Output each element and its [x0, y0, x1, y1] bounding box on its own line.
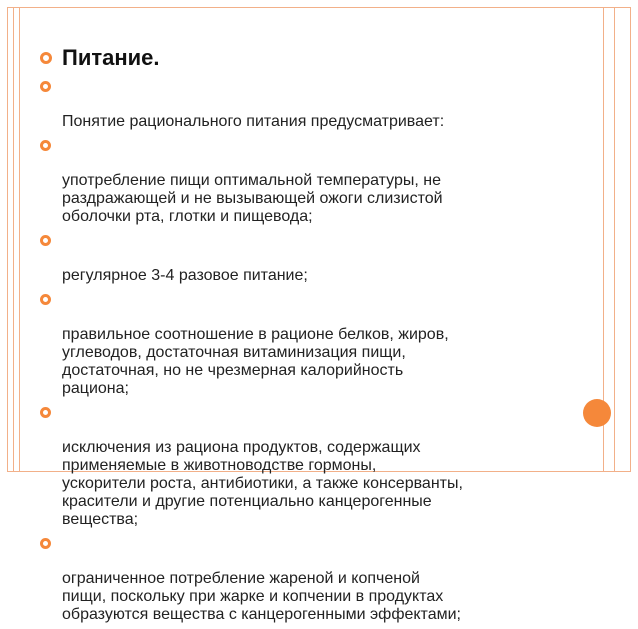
decorative-line-right-2 [614, 8, 615, 471]
bullet-text: исключения из рациона продуктов, содержащих применяемые в животноводстве гормоны, ускорители роста, антибиотики, а также консерванты, красители и другие потенциально канцерогенные вещества; [62, 439, 463, 528]
bullet-list [40, 77, 580, 624]
hollow-circle-bullet-icon [40, 52, 52, 64]
hollow-circle-bullet-icon [40, 538, 51, 549]
slide-title: Питание. [62, 45, 160, 70]
orange-dot-icon [583, 399, 611, 427]
bullet-item [40, 290, 580, 398]
hollow-circle-bullet-icon [40, 81, 51, 92]
bullet-item [40, 136, 580, 226]
bullet-item [40, 403, 580, 529]
decorative-line-left-1 [13, 8, 14, 471]
bullet-text: Понятие рационального питания предусматривает: [62, 113, 445, 130]
bullet-text: регулярное 3-4 разовое питание; [62, 267, 308, 284]
slide-content [40, 44, 580, 629]
bullet-item [40, 231, 580, 285]
bullet-text: ограниченное потребление жареной и копченой пищи, поскольку при жарке и копчении в продуктах образуются вещества с канцерогенными эффектами; [62, 570, 461, 623]
slide-title-row [40, 44, 580, 72]
decorative-line-left-2 [19, 8, 20, 471]
bullet-text: правильное соотношение в рационе белков, жиров, углеводов, достаточная витаминизация пищи, достаточная, но не чрезмерная калорийность рациона; [62, 326, 449, 397]
hollow-circle-bullet-icon [40, 235, 51, 246]
bullet-text: употребление пищи оптимальной температуры, не раздражающей и не вызывающей ожоги слизистой оболочки рта, глотки и пищевода; [62, 172, 443, 225]
hollow-circle-bullet-icon [40, 407, 51, 418]
bullet-item [40, 534, 580, 624]
hollow-circle-bullet-icon [40, 140, 51, 151]
bullet-item [40, 77, 580, 131]
hollow-circle-bullet-icon [40, 294, 51, 305]
